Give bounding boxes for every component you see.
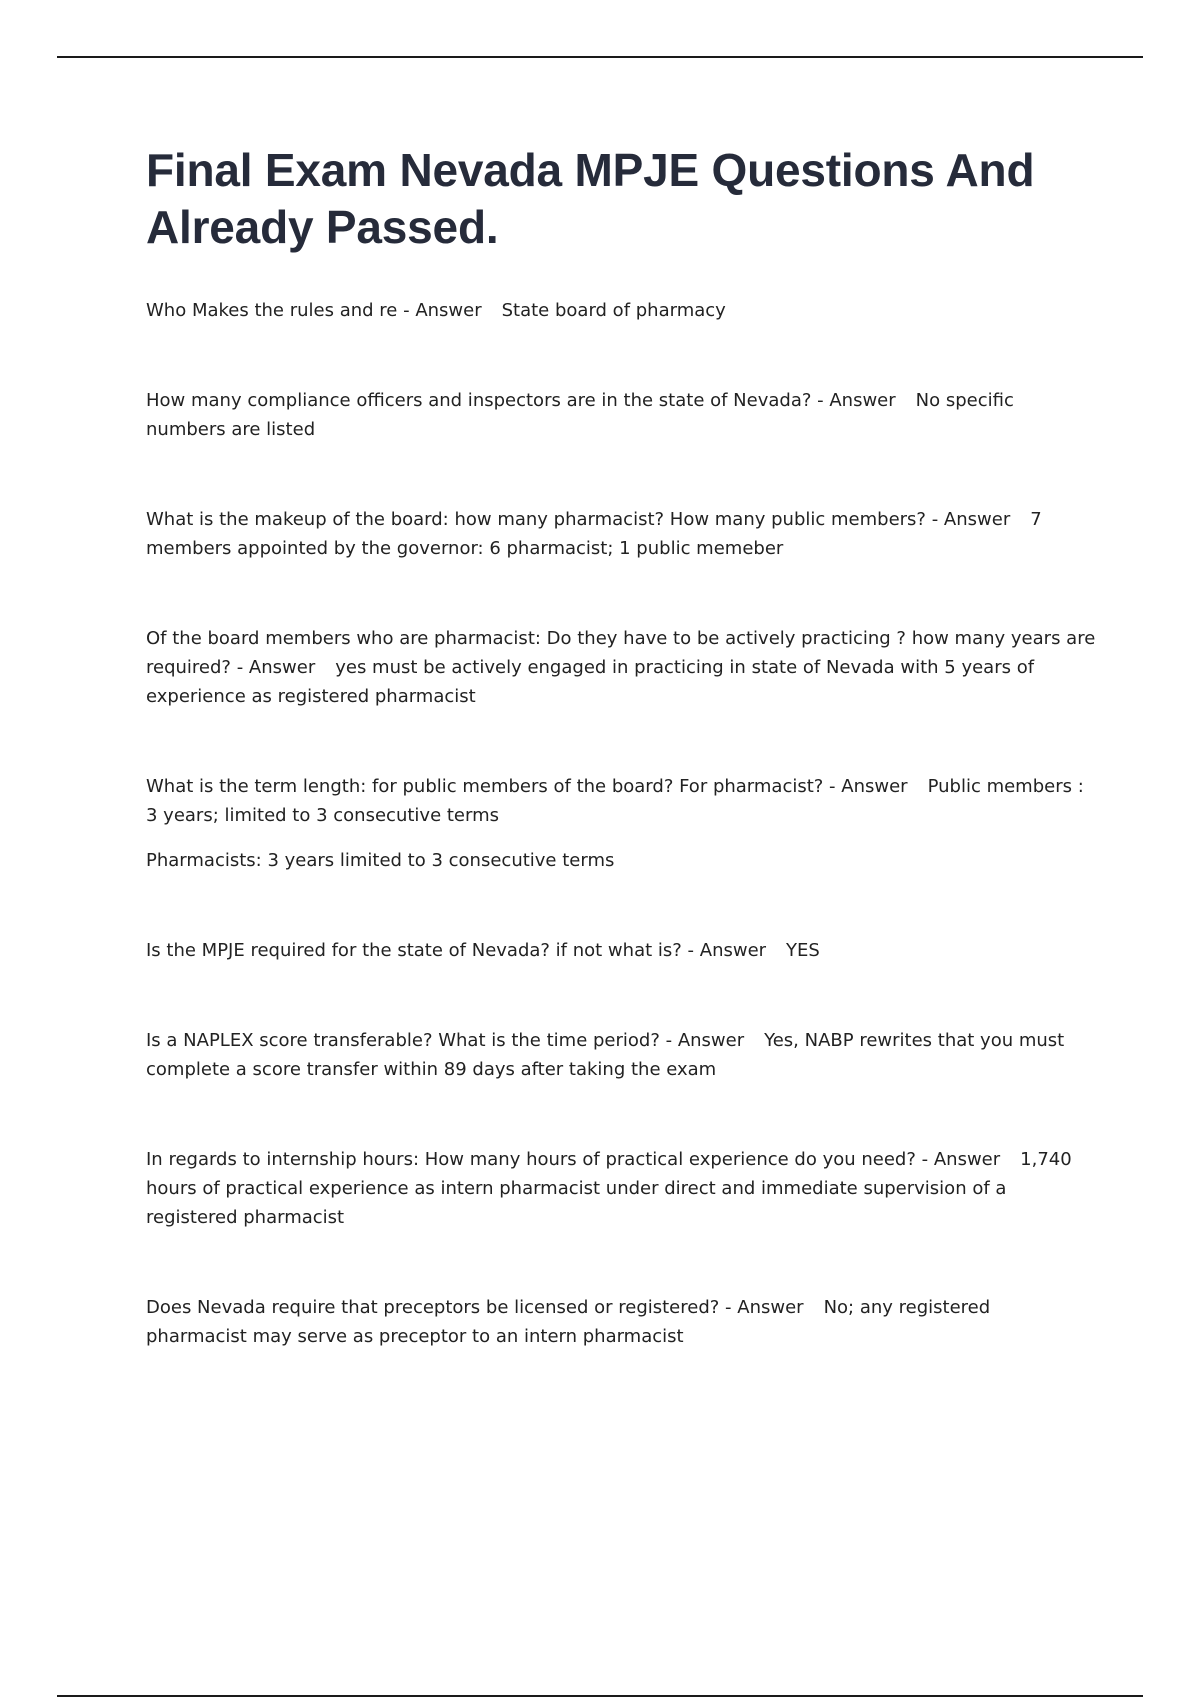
answer-label: Answer <box>415 300 482 321</box>
answer-label: Answer <box>943 509 1011 530</box>
qa-item <box>146 936 1096 965</box>
answer-text: 1,740 hours of practical experience as intern pharmacist under direct and immediate supervision of a registered pharmacist <box>146 1149 1072 1228</box>
answer-text: Public members : 3 years; limited to 3 consecutive terms <box>146 776 1084 826</box>
page-title: Final Exam Nevada MPJE Questions And Already Passed. <box>146 144 1035 253</box>
bottom-rule <box>57 1695 1143 1697</box>
qa-paragraph <box>146 386 1096 444</box>
answer-text: No specific numbers are listed <box>146 390 1014 440</box>
answer-label: Answer <box>933 1149 1001 1170</box>
qa-item <box>146 1293 1096 1351</box>
answer-label: Answer <box>841 776 908 797</box>
qa-list <box>146 296 1096 1351</box>
answer-label: Answer <box>699 940 767 961</box>
answer-text: No; any registered pharmacist may serve as preceptor to an intern pharmacist <box>146 1297 991 1347</box>
question-text: What is the term length: for public members of the board? For pharmacist? - <box>146 776 842 797</box>
qa-item <box>146 624 1096 711</box>
answer-label: Answer <box>677 1030 745 1051</box>
qa-item <box>146 505 1096 563</box>
answer-label: Answer <box>737 1297 804 1318</box>
answer-text: YES <box>786 940 820 961</box>
qa-paragraph <box>146 1145 1096 1232</box>
answer-continuation: Pharmacists: 3 years limited to 3 consecutive terms <box>146 850 615 871</box>
question-text: In regards to internship hours: How many hours of practical experience do you need? - <box>146 1149 934 1170</box>
question-text: What is the makeup of the board: how many pharmacist? How many public members? - <box>146 509 944 530</box>
answer-label: Answer <box>248 657 316 678</box>
qa-paragraph <box>146 772 1096 830</box>
qa-item <box>146 386 1096 444</box>
qa-paragraph <box>146 936 1096 965</box>
answer-label: Answer <box>829 390 896 411</box>
qa-paragraph <box>146 624 1096 711</box>
answer-text: Yes, NABP rewrites that you must complete a score transfer within 89 days after taking the exam <box>146 1030 1065 1080</box>
question-text: Of the board members who are pharmacist: Do they have to be actively practicing ? how many years are required? - <box>146 628 1096 678</box>
qa-paragraph <box>146 1293 1096 1351</box>
question-text: How many compliance officers and inspectors are in the state of Nevada? - <box>146 390 830 411</box>
answer-text: yes must be actively engaged in practicing in state of Nevada with 5 years of experience as registered pharmacist <box>146 657 1035 707</box>
qa-item <box>146 772 1096 875</box>
qa-paragraph <box>146 296 1096 325</box>
document-body <box>146 142 1096 1412</box>
top-rule <box>57 56 1143 58</box>
qa-paragraph <box>146 1026 1096 1084</box>
question-text: Is a NAPLEX score transferable? What is the time period? - <box>146 1030 678 1051</box>
qa-item <box>146 296 1096 325</box>
qa-item <box>146 1145 1096 1232</box>
question-text: Who Makes the rules and re - <box>146 300 416 321</box>
qa-item <box>146 1026 1096 1084</box>
question-text: Is the MPJE required for the state of Nevada? if not what is? - <box>146 940 700 961</box>
answer-text: 7 members appointed by the governor: 6 pharmacist; 1 public memeber <box>146 509 1042 559</box>
answer-text: State board of pharmacy <box>501 300 726 321</box>
qa-paragraph <box>146 505 1096 563</box>
question-text: Does Nevada require that preceptors be licensed or registered? - <box>146 1297 738 1318</box>
